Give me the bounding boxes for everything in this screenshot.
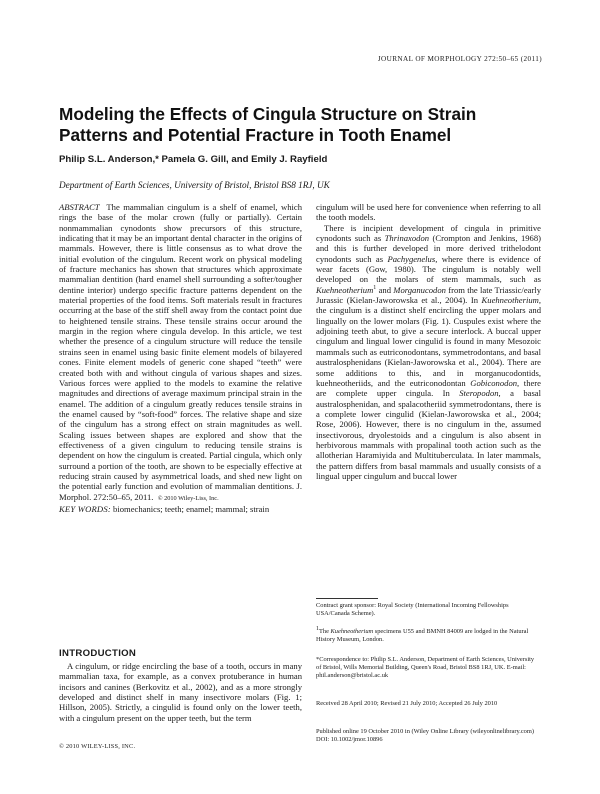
keywords bbox=[59, 504, 302, 514]
introduction-text-block bbox=[59, 661, 302, 723]
introduction-paragraph: A cingulum, or ridge encircling the base of a tooth, occurs in many mammalian taxa, for example, as a convex protuberance in human incisors and canines (Berkovitz et al., 2002), and as a more strongly developed and distinct shelf in many insectivore molars (Fig. 1; Hillson, 2005). Strictly, a cingulid is found only on the lower teeth, with a cingulum present on the upper teeth, but the term bbox=[59, 661, 302, 723]
footnote-received: Received 28 April 2010; Revised 21 July 2010; Accepted 26 July 2010 bbox=[316, 700, 498, 707]
affiliation: Department of Earth Sciences, University of Bristol, Bristol BS8 1RJ, UK bbox=[59, 180, 330, 190]
paper-title: Modeling the Effects of Cingula Structure on Strain Patterns and Potential Fracture in Tooth Enamel bbox=[59, 104, 477, 145]
footnote-specimens: $^1$The Kuehneotherium specimens U55 and BMNH 84009 are lodged in the Natural History Museum, London. bbox=[316, 625, 529, 644]
right-paragraph-2: There is incipient development of cingula in primitive cynodonts such as Thrinaxodon (Crompton and Jenkins, 1968) and this is further developed in more derived trithelodont cynodonts such as Pachygenelus, where there is evidence of wear facets (Gow, 1980). The cingulum is notably well developed on the molars of stem mammals, such as Kuehneotherium$^1$ and Morganucodon from the late Triassic/early Jurassic (Kielan-Jaworowska et al., 2004). In Kuehneotherium, the cingulum is a distinct shelf encircling the upper molars and lingually on the lower molars (Fig. 1). Cuspules exist where the adjoining teeth abut, to give a secure interlock. A buccal upper cingulum and lingual lower cingulid is found in many Mesozoic mammals such as eutriconodontans, symmetrodontans, and basal australosphenidans (Kielan-Jaworowska et al., 2004). There are some additions to this, and in morganucodontids, kuehneotheriids, and the eutriconodontan Gobiconodon, there are complete upper cingula. In Steropodon, a basal australosphenidan, and spalacotheriid symmetrodontans, there is a complete lower cingulid (Kielan-Jaworowska et al., 2004; Rose, 2006). However, there is no cingulum in the, assumed insectivorous, dryolestoids and a cingulum is also absent in herbivorous mammals with propalinal tooth action such as the allotherian Haramiyida and Multituberculata. In later mammals, the pattern differs from basal mammals and usually consists of a lingual upper cingulum and buccal lower bbox=[316, 222, 542, 481]
abstract-label: ABSTRACT bbox=[59, 202, 100, 212]
section-heading-introduction: INTRODUCTION bbox=[59, 648, 137, 659]
right-column bbox=[316, 202, 541, 481]
footnote-correspondence: *Correspondence to: Philip S.L. Anderson, Department of Earth Sciences, University of Bristol, Wills Memorial Building, Queen's Road, Bristol BS8 1RJ, UK. E-mail: phil.anderson@bristol.ac.uk bbox=[316, 656, 535, 680]
footnote-divider bbox=[316, 598, 378, 599]
footnote-published: Published online 19 October 2010 in (Wiley Online Library (wileyonlinelibrary.com) DOI: 10.1002/jmor.10896 bbox=[316, 728, 534, 744]
footnote-grant: Contract grant sponsor: Royal Society (International Incoming Fellowships USA/Canada Scheme). bbox=[316, 602, 509, 618]
author-list: Philip S.L. Anderson,* Pamela G. Gill, and Emily J. Rayfield bbox=[59, 154, 328, 165]
right-paragraph-1: cingulum will be used here for convenience when referring to all the tooth models. bbox=[316, 202, 541, 223]
abstract-block bbox=[59, 202, 302, 514]
keywords-label: KEY WORDS: bbox=[59, 503, 111, 514]
footer-copyright: © 2010 WILEY-LISS, INC. bbox=[59, 743, 136, 750]
keywords-text: biomechanics; teeth; enamel; mammal; strain bbox=[113, 503, 270, 514]
abstract-credit: © 2010 Wiley-Liss, Inc. bbox=[157, 494, 219, 502]
abstract-text: The mammalian cingulum is a shelf of enamel, which rings the base of the molar crown (fully or partially). Certain nonmammalian cynodonts show precursors of this structure, indicating that it may be an important dental character in the origins of mammals. However, there is little consensus as to what drove the initial evolution of the cingulum. Recent work on physical modeling of fracture mechanics has shown that structures which approximate mammalian dentition (hard enamel shell surrounding a softer/tougher dentine interior) undergo specific fracture patterns dependent on the material properties of the food items. Soft materials result in fractures occurring at the base of the stiff shell away from the contact point due to heightened tensile strains. These tensile strains occur around the margin in the region where cingula develop. In this article, we test whether the presence of a cingulum structure will reduce the tensile strains seen in enamel using basic finite element models of bilayered cones. Finite element models of generic cone shaped “teeth” were created both with and without cingula of various shapes and sizes. Various forces were applied to the models to examine the relative magnitudes and directions of average maximum principal strain in the enamel. The addition of a cingulum greatly reduces tensile strains in the enamel caused by “soft-food” forces. The relative shape and size of the cingulum has a strong effect on strain magnitudes as well. Scaling issues between shapes are explored and show that the effectiveness of a given cingulum to reducing tensile strains is dependent on how the cingulum is created. Partial cingula, which only surround a portion of the tooth, are shown to be especially effective at reducing strain caused by asymmetrical loads, and shed new light on the potential early function and evolution of mammalian dentitions. J. Morphol. 272:50–65, 2011. bbox=[59, 202, 302, 502]
journal-header: JOURNAL OF MORPHOLOGY 272:50–65 (2011) bbox=[377, 55, 542, 63]
